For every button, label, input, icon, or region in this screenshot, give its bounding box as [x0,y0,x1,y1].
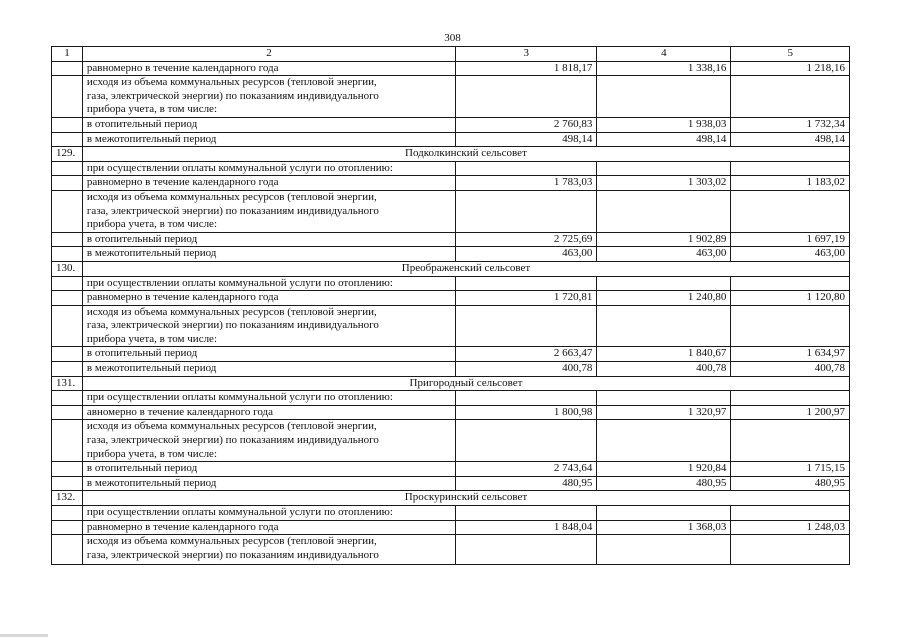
table-row [52,476,850,491]
row-description: равномерно в течение календарного года [82,520,455,535]
section-title: Проскуринский сельсовет [82,491,849,506]
table-row [52,405,850,420]
value-col-5: 1 183,02 [731,176,850,191]
value-col-4: 1 902,89 [597,232,731,247]
value-col-3: 480,95 [456,476,597,491]
header-cell-5: 5 [731,47,850,62]
value-col-4: 1 338,16 [597,61,731,76]
section-title: Пригородный сельсовет [82,376,849,391]
value-col-4 [597,305,731,347]
value-col-4 [597,276,731,291]
row-number [52,347,83,362]
header-cell-4: 4 [597,47,731,62]
value-col-4 [597,76,731,118]
row-description: в межотопительный период [82,362,455,377]
row-description: равномерно в течение календарного года [82,176,455,191]
value-col-4: 1 938,03 [597,117,731,132]
description-line: газа, электрической энергии) по показаниям индивидуального [86,434,379,447]
description-line: исходя из объема коммунальных ресурсов (тепловой энергии, [86,305,377,318]
value-col-4: 1 920,84 [597,462,731,477]
table-row [52,362,850,377]
value-col-3: 1 848,04 [456,520,597,535]
table-row [52,132,850,147]
table-row [52,535,850,565]
description-line: исходя из объема коммунальных ресурсов (тепловой энергии, [86,76,377,89]
row-description: при осуществлении оплаты коммунальной услуги по отоплению: [82,391,455,406]
table-row [52,190,850,232]
value-col-5: 400,78 [731,362,850,377]
tariff-table [51,46,850,565]
value-col-5 [731,420,850,462]
row-number [52,476,83,491]
table-row [52,76,850,118]
value-col-3 [456,506,597,521]
header-cell-3: 3 [456,47,597,62]
value-col-4: 1 320,97 [597,405,731,420]
table-row [52,506,850,521]
row-description: при осуществлении оплаты коммунальной услуги по отоплению: [82,506,455,521]
value-col-5: 1 200,97 [731,405,850,420]
row-description: при осуществлении оплаты коммунальной услуги по отоплению: [82,276,455,291]
description-line: газа, электрической энергии) по показаниям индивидуального [86,204,379,217]
description-line: прибора учета, в том числе: [86,218,217,231]
row-number: 129. [52,147,83,162]
row-number [52,161,83,176]
value-col-3: 2 725,69 [456,232,597,247]
header-cell-2: 2 [82,47,455,62]
table-row [52,305,850,347]
description-line: прибора учета, в том числе: [86,103,217,116]
table-row [52,176,850,191]
scan-artifact [0,634,48,637]
row-description: авномерно в течение календарного года [82,405,455,420]
table-row [52,61,850,76]
value-col-3 [456,535,597,565]
value-col-4: 1 303,02 [597,176,731,191]
value-col-5 [731,276,850,291]
table-row [52,232,850,247]
value-col-5 [731,190,850,232]
value-col-3: 2 663,47 [456,347,597,362]
row-number [52,520,83,535]
value-col-5 [731,506,850,521]
value-col-5 [731,391,850,406]
row-number [52,76,83,118]
table-row [52,247,850,262]
value-col-5 [731,305,850,347]
row-description: в отопительный период [82,347,455,362]
row-description [82,420,455,462]
row-description: равномерно в течение календарного года [82,291,455,306]
row-number [52,176,83,191]
value-col-3: 400,78 [456,362,597,377]
section-row [52,147,850,162]
row-description [82,190,455,232]
description-line: газа, электрической энергии) по показаниям индивидуального [86,89,379,102]
value-col-4 [597,190,731,232]
row-number: 130. [52,261,83,276]
description-line: исходя из объема коммунальных ресурсов (тепловой энергии, [86,420,377,433]
value-col-3 [456,161,597,176]
value-col-3: 1 800,98 [456,405,597,420]
value-col-3 [456,305,597,347]
section-row [52,376,850,391]
row-number [52,462,83,477]
description-line: газа, электрической энергии) по показаниям индивидуального [86,548,379,561]
value-col-5: 1 248,03 [731,520,850,535]
row-description [82,535,455,565]
value-col-5: 1 218,16 [731,61,850,76]
row-description: при осуществлении оплаты коммунальной услуги по отоплению: [82,161,455,176]
section-row [52,491,850,506]
value-col-3: 463,00 [456,247,597,262]
value-col-3 [456,190,597,232]
row-number: 132. [52,491,83,506]
description-line: газа, электрической энергии) по показаниям индивидуального [86,319,379,332]
value-col-5: 1 120,80 [731,291,850,306]
row-description [82,76,455,118]
row-number [52,405,83,420]
table-row [52,520,850,535]
value-col-4: 400,78 [597,362,731,377]
row-number [52,305,83,347]
table-row [52,117,850,132]
value-col-4 [597,420,731,462]
row-number [52,276,83,291]
description-line: исходя из объема коммунальных ресурсов (тепловой энергии, [86,535,377,548]
page-number: 308 [444,32,461,44]
value-col-3: 1 818,17 [456,61,597,76]
value-col-5: 463,00 [731,247,850,262]
value-col-4: 498,14 [597,132,731,147]
row-description: в межотопительный период [82,476,455,491]
table-row [52,462,850,477]
row-number [52,362,83,377]
value-col-4: 1 368,03 [597,520,731,535]
header-row [52,47,850,62]
description-line: исходя из объема коммунальных ресурсов (тепловой энергии, [86,190,377,203]
value-col-3 [456,420,597,462]
table-row [52,161,850,176]
row-description: в отопительный период [82,117,455,132]
value-col-4 [597,506,731,521]
value-col-3: 2 760,83 [456,117,597,132]
value-col-4 [597,391,731,406]
value-col-3: 2 743,64 [456,462,597,477]
table-row [52,276,850,291]
row-description [82,305,455,347]
value-col-4: 1 840,67 [597,347,731,362]
value-col-5 [731,161,850,176]
row-number [52,291,83,306]
value-col-5: 1 634,97 [731,347,850,362]
row-number [52,391,83,406]
section-title: Преображенский сельсовет [82,261,849,276]
value-col-3 [456,391,597,406]
row-number [52,61,83,76]
table-row [52,420,850,462]
value-col-5: 1 715,15 [731,462,850,477]
table-row [52,347,850,362]
row-number [52,117,83,132]
value-col-3 [456,276,597,291]
value-col-5: 498,14 [731,132,850,147]
row-number [52,247,83,262]
row-number [52,506,83,521]
description-line: прибора учета, в том числе: [86,447,217,460]
value-col-4: 463,00 [597,247,731,262]
section-row [52,261,850,276]
row-number [52,232,83,247]
value-col-3 [456,76,597,118]
value-col-5: 1 732,34 [731,117,850,132]
table-row [52,391,850,406]
row-number [52,535,83,565]
row-number [52,132,83,147]
value-col-5: 480,95 [731,476,850,491]
row-number [52,190,83,232]
value-col-3: 1 720,81 [456,291,597,306]
row-description: в межотопительный период [82,247,455,262]
value-col-5: 1 697,19 [731,232,850,247]
value-col-4 [597,535,731,565]
value-col-4 [597,161,731,176]
row-description: равномерно в течение календарного года [82,61,455,76]
row-description: в отопительный период [82,232,455,247]
row-description: в отопительный период [82,462,455,477]
section-title: Подколкинский сельсовет [82,147,849,162]
row-number [52,420,83,462]
row-number: 131. [52,376,83,391]
table-row [52,291,850,306]
value-col-5 [731,535,850,565]
description-line: прибора учета, в том числе: [86,332,217,345]
row-description: в межотопительный период [82,132,455,147]
value-col-3: 1 783,03 [456,176,597,191]
value-col-3: 498,14 [456,132,597,147]
header-cell-1: 1 [52,47,83,62]
value-col-5 [731,76,850,118]
value-col-4: 1 240,80 [597,291,731,306]
value-col-4: 480,95 [597,476,731,491]
